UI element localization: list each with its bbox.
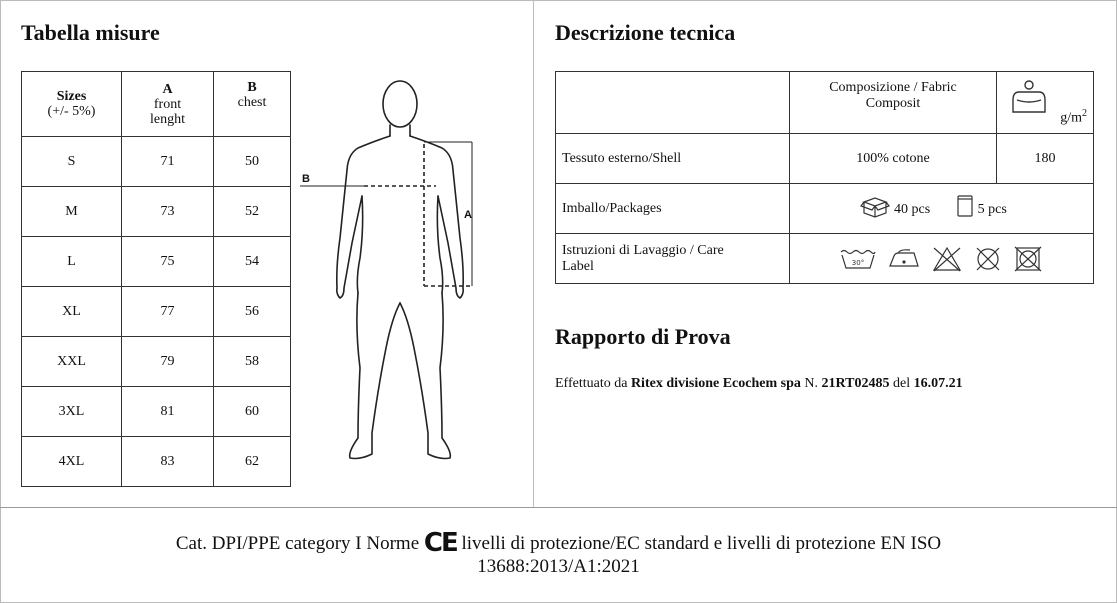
size-cell-a: 75 xyxy=(122,237,214,287)
size-cell-a: 83 xyxy=(122,437,214,487)
size-cell-b: 60 xyxy=(214,387,291,437)
size-cell-b: 54 xyxy=(214,237,291,287)
ce-mark-logo: CE xyxy=(423,528,457,558)
bag-icon xyxy=(956,194,974,218)
size-row xyxy=(22,437,291,487)
tech-header-weight xyxy=(997,72,1094,134)
iron-low-icon xyxy=(888,248,920,270)
size-cell-size: 4XL xyxy=(22,437,122,487)
size-row xyxy=(22,337,291,387)
size-cell-size: 3XL xyxy=(22,387,122,437)
size-cell-b: 52 xyxy=(214,187,291,237)
size-cell-a: 71 xyxy=(122,137,214,187)
packages-label: Imballo/Packages xyxy=(556,184,790,234)
tech-table xyxy=(555,71,1094,284)
size-table xyxy=(21,71,291,487)
care-label: Istruzioni di Lavaggio / Care Label xyxy=(556,234,790,284)
report-date: 16.07.21 xyxy=(913,376,963,391)
tech-header-composition: Composizione / Fabric Composit xyxy=(790,72,997,134)
report-number: 21RT02485 xyxy=(821,376,890,391)
tech-header-empty xyxy=(556,72,790,134)
size-cell-b: 50 xyxy=(214,137,291,187)
report-text: Effettuato da Ritex divisione Ecochem spa N. 21RT02485 del 16.07.21 xyxy=(555,376,963,391)
size-row xyxy=(22,287,291,337)
shell-label: Tessuto esterno/Shell xyxy=(556,134,790,184)
size-chart-title: Tabella misure xyxy=(21,20,160,45)
report-lab: Ritex divisione Ecochem spa xyxy=(630,376,801,391)
shell-composition: 100% cotone xyxy=(790,134,997,184)
package-bag-count: 5 pcs xyxy=(977,202,1007,217)
label-a: A xyxy=(464,209,472,221)
box-icon xyxy=(860,196,890,218)
label-b: B xyxy=(302,173,310,185)
size-cell-a: 77 xyxy=(122,287,214,337)
no-bleach-icon xyxy=(932,246,962,272)
footer-norms: Cat. DPI/PPE category I Norme CE livelli di protezione/EC standard e livelli di protezione EN ISO 13688:2013/A1:2021 xyxy=(175,528,942,577)
package-box-count: 40 pcs xyxy=(894,202,931,217)
size-cell-b: 62 xyxy=(214,437,291,487)
report-title: Rapporto di Prova xyxy=(555,324,731,349)
size-row xyxy=(22,137,291,187)
size-cell-b: 58 xyxy=(214,337,291,387)
tech-title: Descrizione tecnica xyxy=(555,20,736,45)
gsm-unit: $g/m^2$ xyxy=(1060,108,1087,126)
size-cell-size: M xyxy=(22,187,122,237)
wash-30-icon xyxy=(840,248,876,270)
size-row xyxy=(22,237,291,287)
size-cell-b: 56 xyxy=(214,287,291,337)
size-cell-a: 73 xyxy=(122,187,214,237)
size-cell-size: S xyxy=(22,137,122,187)
header-a: A front lenght xyxy=(122,72,214,137)
size-cell-size: XL xyxy=(22,287,122,337)
column-divider xyxy=(533,0,534,507)
care-icons-cell xyxy=(790,234,1094,284)
size-row xyxy=(22,387,291,437)
footer-divider xyxy=(0,507,1117,508)
shell-weight: 180 xyxy=(997,134,1094,184)
size-cell-a: 79 xyxy=(122,337,214,387)
packages-cell xyxy=(790,184,1094,234)
size-cell-size: L xyxy=(22,237,122,287)
header-b: B chest xyxy=(214,72,291,137)
body-measurement-figure xyxy=(300,78,500,468)
weight-icon xyxy=(1011,78,1047,116)
no-tumble-dry-icon xyxy=(1014,246,1042,272)
size-cell-a: 81 xyxy=(122,387,214,437)
size-cell-size: XXL xyxy=(22,337,122,387)
size-row xyxy=(22,187,291,237)
no-dry-clean-icon xyxy=(974,246,1002,272)
svg-text:30°: 30° xyxy=(851,258,865,267)
header-sizes: Sizes (+/- 5%) xyxy=(22,72,122,137)
